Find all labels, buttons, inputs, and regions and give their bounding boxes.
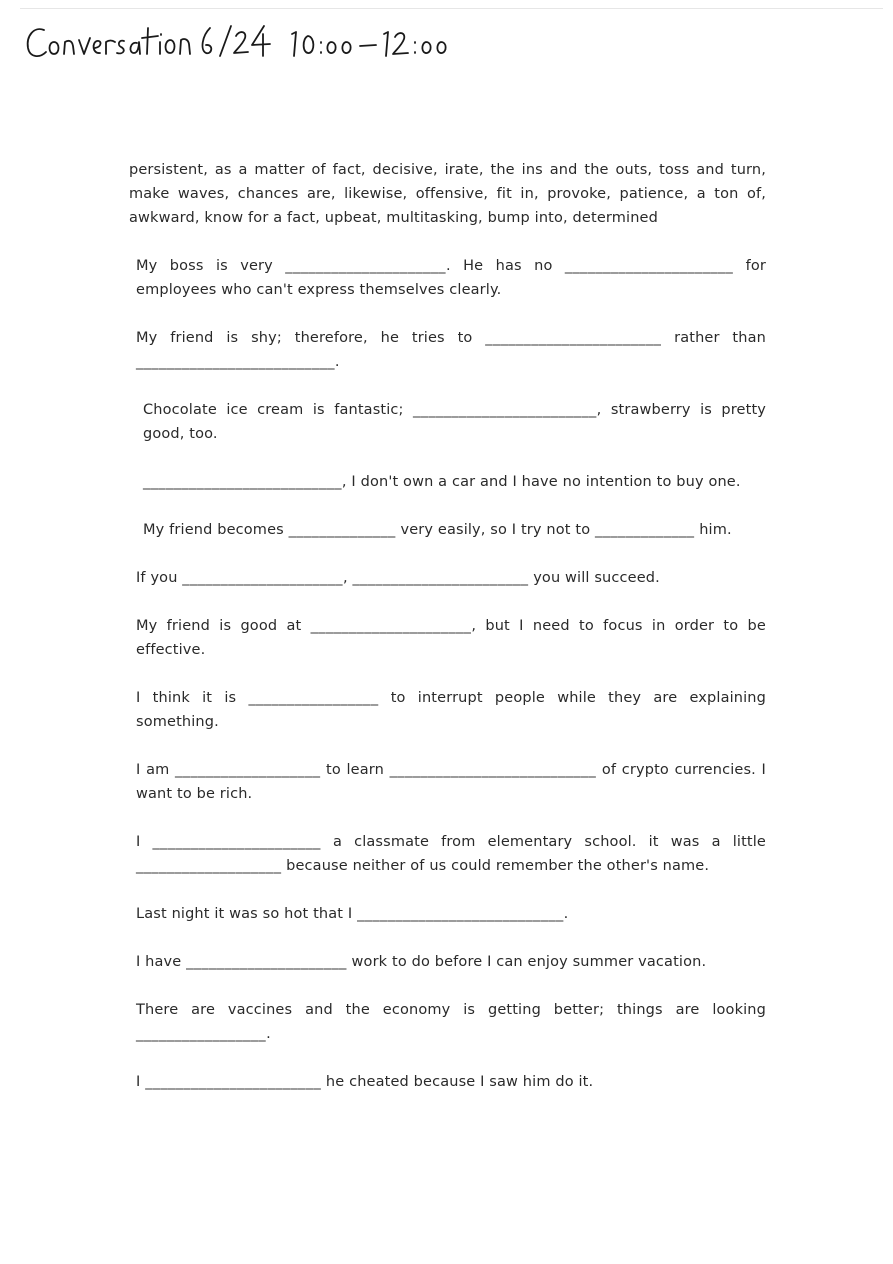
exercise-3-text-2: , strawberry is pretty good, too. xyxy=(143,402,767,442)
exercise-2-blank-1[interactable]: _______________________ xyxy=(485,330,662,346)
scan-top-rule xyxy=(20,8,883,9)
exercise-2-text-1: My friend is shy; therefore, he tries to xyxy=(136,330,486,346)
exercise-4 xyxy=(129,470,766,494)
exercise-9-text-2: to learn xyxy=(320,762,390,778)
exercise-4-text-1: , I don't own a car and I have no intention to buy one. xyxy=(341,474,741,490)
exercise-1-text-3: for employees who can't express themselves clearly. xyxy=(136,258,766,298)
exercise-9-text-3: of crypto currencies. I want to be rich. xyxy=(136,762,766,802)
exercise-1-blank-1[interactable]: _____________________ xyxy=(285,258,446,274)
exercise-6 xyxy=(129,566,766,590)
exercise-5-blank-1[interactable]: ______________ xyxy=(288,522,396,538)
exercise-10-text-2: a classmate from elementary school. it was a little xyxy=(320,834,766,850)
exercise-6-blank-2[interactable]: _______________________ xyxy=(352,570,529,586)
exercise-1 xyxy=(129,254,766,302)
exercise-12-blank-1[interactable]: _____________________ xyxy=(186,954,347,970)
exercise-10-blank-2[interactable]: ___________________ xyxy=(136,858,282,874)
exercise-11-text-1: Last night it was so hot that I xyxy=(136,906,358,922)
exercise-14-text-2: he cheated because I saw him do it. xyxy=(321,1074,594,1090)
exercise-3-text-1: Chocolate ice cream is fantastic; xyxy=(143,402,414,418)
exercise-9-blank-1[interactable]: ___________________ xyxy=(175,762,321,778)
exercise-1-blank-2[interactable]: ______________________ xyxy=(564,258,734,274)
exercise-8 xyxy=(129,686,766,734)
worksheet-body xyxy=(129,158,766,1118)
exercise-9-text-1: I am xyxy=(136,762,176,778)
exercise-5-text-3: him. xyxy=(694,522,732,538)
exercise-7-text-1: My friend is good at xyxy=(136,618,311,634)
exercise-11-blank-1[interactable]: ___________________________ xyxy=(357,906,564,922)
exercise-6-blank-1[interactable]: _____________________ xyxy=(182,570,343,586)
exercise-13 xyxy=(129,998,766,1046)
exercise-8-text-2: to interrupt people while they are explaining something. xyxy=(136,690,766,730)
exercise-3 xyxy=(129,398,766,446)
exercise-9-blank-2[interactable]: ___________________________ xyxy=(389,762,597,778)
exercise-7-text-2: , but I need to focus in order to be effective. xyxy=(136,618,766,658)
exercise-13-text-2: . xyxy=(266,1026,271,1042)
exercise-9 xyxy=(129,758,766,806)
exercise-12-text-1: I have xyxy=(136,954,187,970)
exercise-13-blank-1[interactable]: _________________ xyxy=(136,1026,267,1042)
exercise-2-text-3: . xyxy=(334,354,340,370)
exercise-1-text-2: . He has no xyxy=(445,258,565,274)
exercise-12 xyxy=(129,950,766,974)
exercise-5-text-1: My friend becomes xyxy=(143,522,289,538)
exercise-13-text-1: There are vaccines and the economy is getting better; things are looking xyxy=(136,1002,766,1018)
exercise-3-blank-1[interactable]: ________________________ xyxy=(413,402,597,418)
exercise-8-text-1: I think it is xyxy=(136,690,249,706)
exercise-7-blank-1[interactable]: _____________________ xyxy=(310,618,472,634)
exercise-5-blank-2[interactable]: _____________ xyxy=(594,522,695,538)
exercise-14 xyxy=(129,1070,766,1094)
exercise-5-text-2: very easily, so I try not to xyxy=(395,522,595,538)
exercise-6-text-3: you will succeed. xyxy=(528,570,660,586)
handwritten-title-text xyxy=(24,72,25,73)
exercise-6-text-1: If you xyxy=(136,570,183,586)
exercise-14-blank-1[interactable]: _______________________ xyxy=(145,1074,322,1090)
word-bank: persistent, as a matter of fact, decisive, irate, the ins and the outs, toss and turn, make waves, chances are, likewise, offensive, fit in, provoke, patience, a ton of, awkward, know for a fact, upbeat, multitasking, bump into, determined xyxy=(129,162,766,226)
handwritten-title xyxy=(24,12,484,72)
exercise-4-blank-1[interactable]: __________________________ xyxy=(143,474,342,490)
exercise-5 xyxy=(129,518,766,542)
handwritten-title-drawing xyxy=(24,12,484,72)
exercise-2-text-2: rather than xyxy=(661,330,766,346)
exercise-11-text-2: . xyxy=(563,906,569,922)
exercise-10-text-3: because neither of us could remember the other's name. xyxy=(281,858,710,874)
exercise-11 xyxy=(129,902,766,926)
exercise-14-text-1: I xyxy=(136,1074,146,1090)
exercise-1-text-1: My boss is very xyxy=(136,258,286,274)
exercise-10 xyxy=(129,830,766,878)
exercise-7 xyxy=(129,614,766,662)
exercise-8-blank-1[interactable]: _________________ xyxy=(248,690,379,706)
exercise-6-text-2: , xyxy=(342,570,353,586)
exercise-10-text-1: I xyxy=(136,834,153,850)
exercise-2-blank-2[interactable]: __________________________ xyxy=(136,354,335,370)
exercise-10-blank-1[interactable]: ______________________ xyxy=(152,834,321,850)
exercise-2 xyxy=(129,326,766,374)
exercise-12-text-2: work to do before I can enjoy summer vacation. xyxy=(346,954,707,970)
